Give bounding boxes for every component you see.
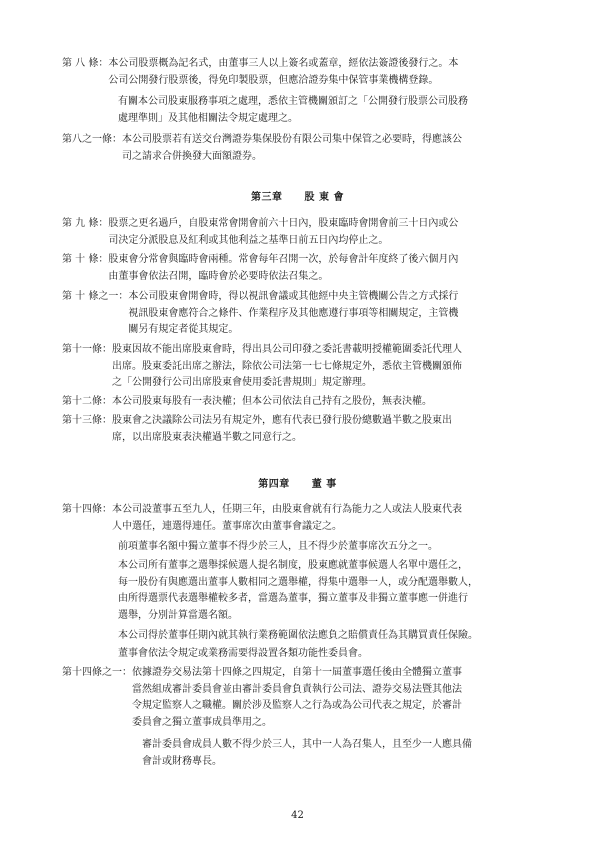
article-label: 第 十 條之一： bbox=[62, 291, 129, 302]
article-text: 本公司股票概為記名式，由董事三人以上簽名或蓋章，經依法簽證後發行之。本 公司公開發行股票後，得免印製股票，但應洽證券集中保管事業機構登錄。 bbox=[108, 58, 459, 86]
article-8-1 bbox=[62, 132, 462, 165]
chapter-number: 第四章 bbox=[258, 479, 290, 490]
article-10 bbox=[62, 252, 458, 285]
chapter-number: 第三章 bbox=[251, 192, 283, 203]
article-13 bbox=[62, 413, 452, 446]
article-10-1 bbox=[62, 289, 458, 339]
article-text: 股東會之決議除公司法另有規定外，應有代表已發行股份總數過半數之股東出 席，以出席股東表決權過半數之同意行之。 bbox=[112, 415, 452, 443]
chapter-4-heading bbox=[0, 477, 595, 494]
article-14-paragraph-2: 前項董事名額中獨立董事不得少於三人，且不得少於董事席次五分之一。 bbox=[118, 541, 438, 552]
chapter-3-heading bbox=[0, 190, 595, 207]
page-number: 42 bbox=[291, 810, 304, 821]
chapter-title: 股 東 會 bbox=[304, 192, 344, 203]
article-text: 本公司股票若有送交台灣證券集保股份有限公司集中保管之必要時，得應該公 司之請求合併換發大面額證券。 bbox=[122, 134, 462, 162]
article-14-1 bbox=[62, 665, 462, 731]
article-label: 第十三條： bbox=[62, 415, 112, 426]
article-14-paragraph-5: 董事會依法令規定或業務需要得設置各類功能性委員會。 bbox=[118, 648, 368, 659]
article-label: 第十一條： bbox=[62, 344, 112, 355]
article-label: 第十二條： bbox=[62, 396, 112, 407]
article-label: 第 八 條： bbox=[62, 58, 109, 69]
article-label: 第八之一條： bbox=[62, 134, 122, 145]
article-text: 本公司設董事五至九人，任期三年，由股東會就有行為能力之人或法人股東代表 人中選任，連選得連任。董事席次由董事會議定之。 bbox=[112, 504, 462, 532]
article-text: 股東會分常會與臨時會兩種。常會每年召開一次，於每會計年度終了後六個月內 由董事會依法召開，臨時會於必要時依法召集之。 bbox=[108, 254, 459, 282]
article-text: 本公司股東每股有一表決權；但本公司依法自己持有之股份，無表決權。 bbox=[112, 396, 432, 407]
article-label: 第 九 條： bbox=[62, 218, 109, 229]
article-8-continuation: 有關本公司股東服務事項之處理，悉依主管機關頒訂之「公開發行股票公司股務 處理準則」及其他相關法令規定處理之。 bbox=[118, 96, 468, 124]
article-text: 本公司股東會開會時，得以視訊會議或其他經中央主管機關公告之方式採行 視訊股東會應符合之條件、作業程序及其他應遵行事項等相關規定，主管機 關另有規定者從其規定。 bbox=[128, 291, 459, 335]
article-14-paragraph-4: 本公司得於董事任期內就其執行業務範圍依法應負之賠償責任為其購買責任保險。 bbox=[118, 630, 478, 641]
article-11 bbox=[62, 342, 462, 392]
article-8 bbox=[62, 56, 458, 89]
article-text: 依據證券交易法第十四條之四規定，自第十一屆董事選任後由全體獨立董事 當然組成審計委員會並由審計委員會負責執行公司法、證券交易法暨其他法 令規定監察人之職權。關於涉及監察人之行為或為公司代表之規定，於審計 委員會之獨立董事成員準用之。 bbox=[132, 667, 462, 728]
article-14 bbox=[62, 502, 462, 535]
article-text: 股票之更名過戶，自股東常會開會前六十日內，股東臨時會開會前三十日內或公 司決定分派股息及紅利或其他利益之基準日前五日內均停止之。 bbox=[108, 218, 459, 246]
article-9 bbox=[62, 216, 458, 249]
article-14-paragraph-3: 本公司所有董事之選舉採候選人提名制度，股東應就董事候選人名單中選任之， 每一股份有與應選出董事人數相同之選舉權，得集中選舉一人，或分配選舉數人， 由所得選票代表選舉權較多者，當選為董事，獨立董事及非獨立董事應一併進行 選舉，分別計算當選名額。 bbox=[118, 560, 478, 621]
article-label: 第 十 條： bbox=[62, 254, 109, 265]
article-label: 第十四條之一： bbox=[62, 667, 132, 678]
article-14-1-paragraph-2: 審計委員會成員人數不得少於三人，其中一人為召集人，且至少一人應具備 會計或財務專長。 bbox=[142, 739, 472, 767]
chapter-title: 董 事 bbox=[311, 479, 337, 490]
article-label: 第十四條： bbox=[62, 504, 112, 515]
article-12 bbox=[62, 394, 432, 411]
article-text: 股東因故不能出席股東會時，得出具公司印發之委託書載明授權範圍委託代理人 出席。股東委託出席之辦法，除依公司法第一七七條規定外，悉依主管機關頒佈 之「公開發行公司出席股東會使用委託書規則」規定辦理。 bbox=[112, 344, 462, 388]
